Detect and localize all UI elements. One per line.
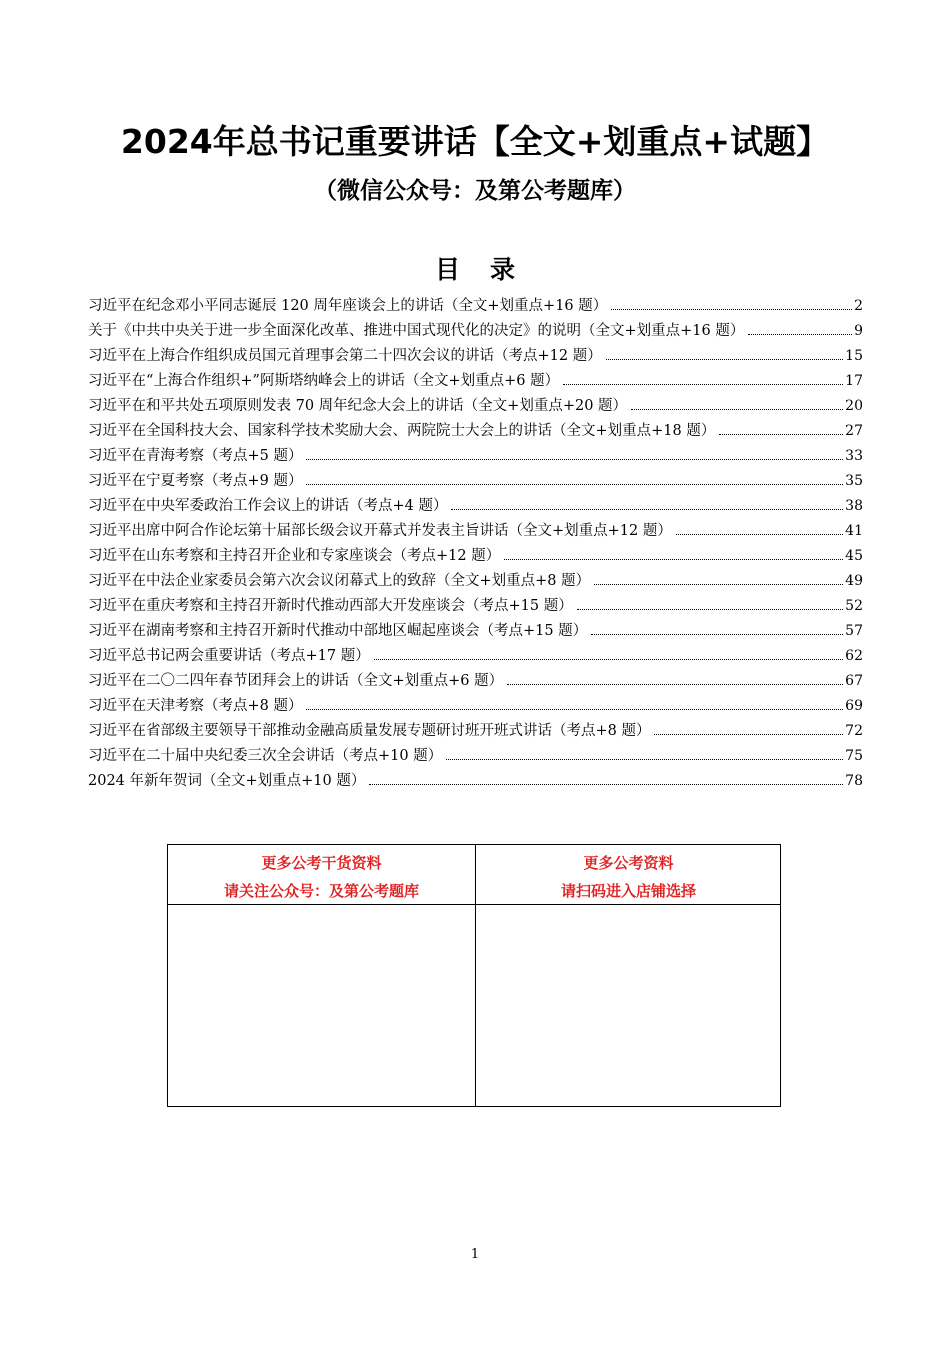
promo-right-line1: 更多公考资料 (583, 854, 674, 872)
toc-entry[interactable] (88, 669, 863, 694)
toc-entry[interactable] (88, 744, 863, 769)
toc-entry[interactable] (88, 394, 863, 419)
toc-entry-title: 习近平在纪念邓小平同志诞辰 120 周年座谈会上的讲话（全文+划重点+16 题） (88, 298, 608, 314)
dot-leader (563, 383, 843, 385)
toc-entry-page: 20 (845, 398, 863, 414)
toc-entry[interactable] (88, 519, 863, 544)
toc-entry[interactable] (88, 294, 863, 319)
toc-entry[interactable] (88, 369, 863, 394)
toc-entry[interactable] (88, 469, 863, 494)
toc-entry[interactable] (88, 644, 863, 669)
toc-entry[interactable] (88, 569, 863, 594)
dot-leader (577, 608, 843, 610)
toc-entry-title: 习近平在湖南考察和主持召开新时代推动中部地区崛起座谈会（考点+15 题） (88, 623, 588, 639)
promo-cell-shop (475, 845, 782, 904)
table-of-contents (88, 294, 863, 794)
toc-entry-title: 习近平总书记两会重要讲话（考点+17 题） (88, 648, 370, 664)
toc-entry-title: 习近平在重庆考察和主持召开新时代推动西部大开发座谈会（考点+15 题） (88, 598, 573, 614)
toc-entry-page: 69 (845, 698, 863, 714)
toc-entry[interactable] (88, 719, 863, 744)
dot-leader (606, 358, 843, 360)
promo-left-line1: 更多公考干货资料 (261, 854, 382, 872)
toc-entry-page: 62 (845, 648, 863, 664)
toc-entry[interactable] (88, 769, 863, 794)
dot-leader (676, 533, 843, 535)
toc-entry-page: 9 (854, 323, 863, 339)
toc-entry-title: 习近平在青海考察（考点+5 题） (88, 448, 303, 464)
toc-entry-title: 2024 年新年贺词（全文+划重点+10 题） (88, 773, 366, 789)
toc-entry-page: 57 (845, 623, 863, 639)
promo-table (167, 844, 781, 1107)
dot-leader (591, 633, 843, 635)
promo-cell-wechat (168, 845, 475, 904)
toc-entry[interactable] (88, 594, 863, 619)
document-title: 2024年总书记重要讲话【全文+划重点+试题】 (120, 122, 830, 161)
toc-entry[interactable] (88, 419, 863, 444)
toc-entry-page: 27 (845, 423, 863, 439)
toc-entry-title: 习近平在“上海合作组织+”阿斯塔纳峰会上的讲话（全文+划重点+6 题） (88, 373, 560, 389)
toc-entry-page: 33 (845, 448, 863, 464)
toc-entry[interactable] (88, 444, 863, 469)
dot-leader (504, 558, 843, 560)
toc-entry-title: 习近平在全国科技大会、国家科学技术奖励大会、两院院士大会上的讲话（全文+划重点+18 题） (88, 423, 716, 439)
toc-entry-title: 习近平在和平共处五项原则发表 70 周年纪念大会上的讲话（全文+划重点+20 题） (88, 398, 628, 414)
toc-heading: 目录 (434, 255, 545, 284)
toc-entry-page: 67 (845, 673, 863, 689)
dot-leader (719, 433, 843, 435)
toc-entry-title: 习近平在宁夏考察（考点+9 题） (88, 473, 303, 489)
dot-leader (451, 508, 843, 510)
dot-leader (507, 683, 843, 685)
toc-entry-page: 38 (845, 498, 863, 514)
toc-entry-page: 78 (845, 773, 863, 789)
toc-entry-page: 35 (845, 473, 863, 489)
promo-left-line2: 请关注公众号：及第公考题库 (223, 882, 419, 900)
dot-leader (306, 708, 843, 710)
toc-entry-title: 关于《中共中央关于进一步全面深化改革、推进中国式现代化的决定》的说明（全文+划重点+16 题） (88, 323, 745, 339)
toc-entry[interactable] (88, 544, 863, 569)
toc-entry-title: 习近平在上海合作组织成员国元首理事会第二十四次会议的讲话（考点+12 题） (88, 348, 602, 364)
toc-entry-title: 习近平出席中阿合作论坛第十届部长级会议开幕式并发表主旨讲话（全文+划重点+12 题） (88, 523, 672, 539)
dot-leader (748, 333, 852, 335)
toc-entry[interactable] (88, 619, 863, 644)
toc-entry-title: 习近平在二〇二四年春节团拜会上的讲话（全文+划重点+6 题） (88, 673, 504, 689)
toc-entry-page: 17 (845, 373, 863, 389)
toc-entry-page: 72 (845, 723, 863, 739)
toc-entry-page: 75 (845, 748, 863, 764)
toc-entry-title: 习近平在山东考察和主持召开企业和专家座谈会（考点+12 题） (88, 548, 501, 564)
dot-leader (374, 658, 843, 660)
toc-entry[interactable] (88, 344, 863, 369)
document-subtitle: （微信公众号：及第公考题库） (314, 178, 636, 204)
dot-leader (306, 483, 843, 485)
toc-entry-page: 41 (845, 523, 863, 539)
promo-right-line2: 请扫码进入店铺选择 (560, 882, 696, 900)
toc-entry-title: 习近平在中法企业家委员会第六次会议闭幕式上的致辞（全文+划重点+8 题） (88, 573, 591, 589)
toc-entry[interactable] (88, 694, 863, 719)
dot-leader (369, 783, 843, 785)
toc-entry-title: 习近平在省部级主要领导干部推动金融高质量发展专题研讨班开班式讲话（考点+8 题） (88, 723, 651, 739)
toc-entry-title: 习近平在中央军委政治工作会议上的讲话（考点+4 题） (88, 498, 448, 514)
toc-entry-page: 45 (845, 548, 863, 564)
toc-entry-title: 习近平在二十届中央纪委三次全会讲话（考点+10 题） (88, 748, 443, 764)
dot-leader (611, 308, 852, 310)
dot-leader (631, 408, 843, 410)
toc-entry[interactable] (88, 319, 863, 344)
dot-leader (594, 583, 843, 585)
toc-entry-page: 2 (854, 298, 863, 314)
dot-leader (306, 458, 843, 460)
toc-entry-page: 15 (845, 348, 863, 364)
toc-entry-page: 49 (845, 573, 863, 589)
toc-entry[interactable] (88, 494, 863, 519)
page-number: 1 (470, 1247, 480, 1262)
toc-entry-page: 52 (845, 598, 863, 614)
dot-leader (654, 733, 843, 735)
dot-leader (446, 758, 843, 760)
toc-entry-title: 习近平在天津考察（考点+8 题） (88, 698, 303, 714)
